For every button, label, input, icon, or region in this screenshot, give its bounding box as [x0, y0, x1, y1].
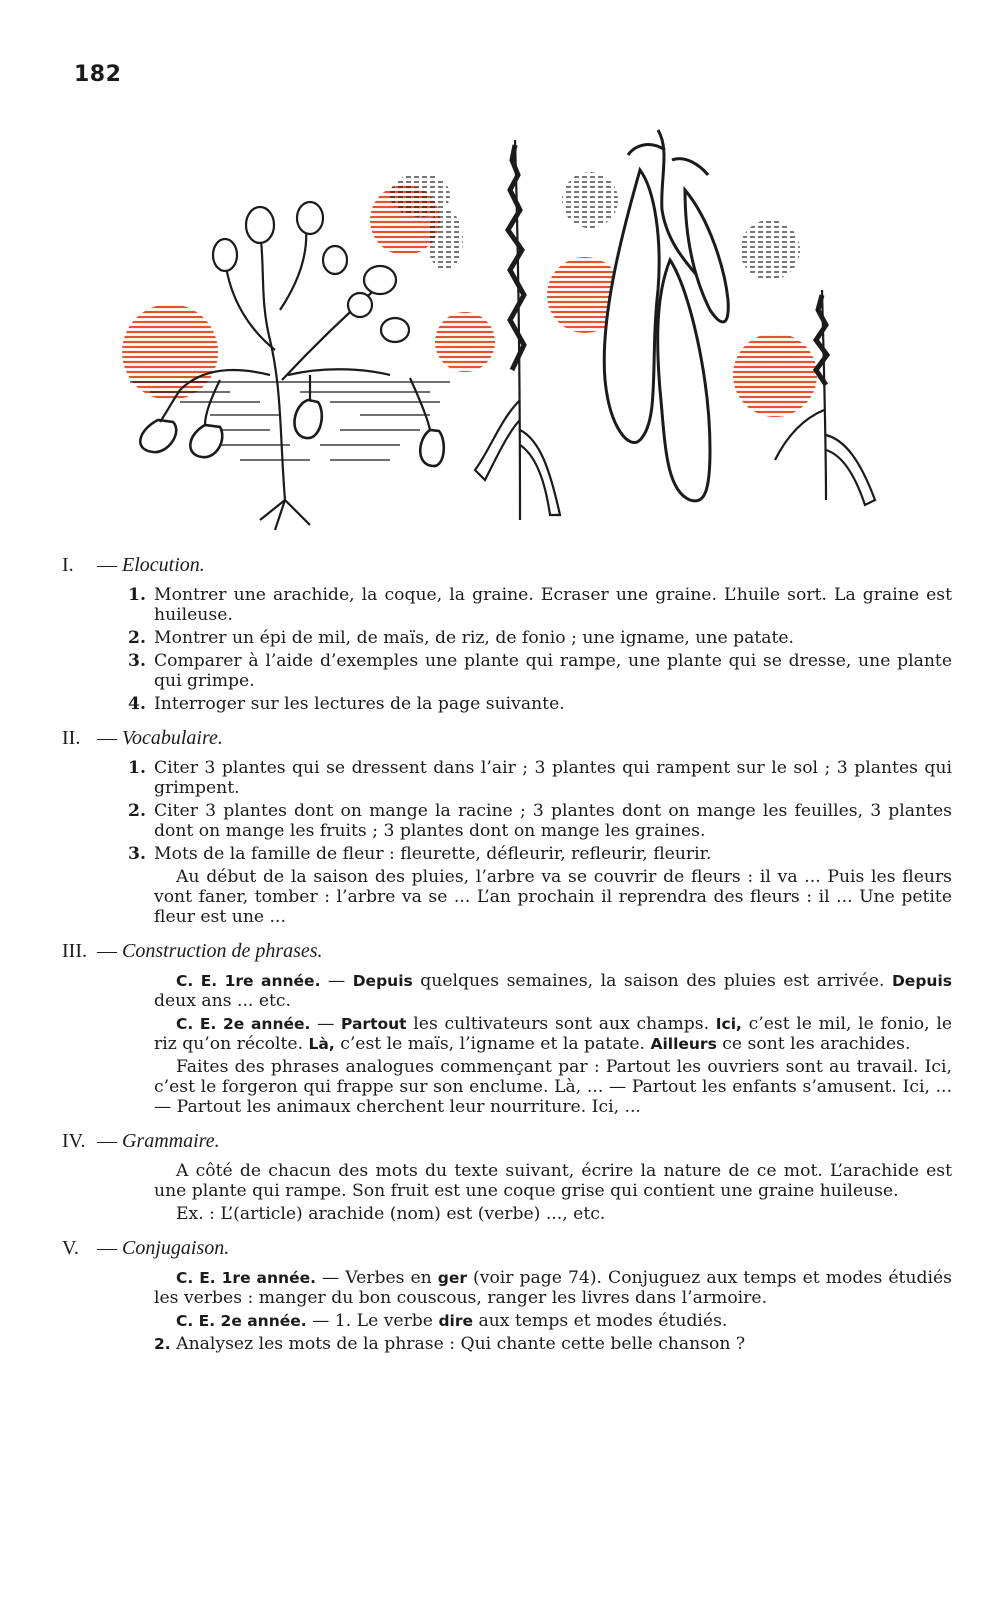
exercise-paragraph: Au début de la saison des pluies, l’arbre va se couvrir de fleurs : il va ... Puis les fleurs vont faner, tomber : l’arbre va se ... L’an prochain il reprendra des fleurs : il ... Une petite fleur est une ...: [154, 867, 952, 927]
exercise-paragraph: C. E. 1re année. — Depuis quelques semaines, la saison des pluies est arrivée. Depuis deux ans ... etc.: [154, 971, 952, 1011]
level-label: C. E. 1re année.: [176, 1269, 316, 1287]
keyword: Ailleurs: [650, 1035, 717, 1053]
list-item: 3. Mots de la famille de fleur : fleurette, défleurir, refleurir, fleurir.: [128, 844, 712, 864]
list-item: 4. Interroger sur les lectures de la page suivante.: [128, 694, 565, 714]
page-number: 182: [74, 62, 122, 87]
crops-illustration: [110, 120, 910, 540]
exercise-paragraph: C. E. 2e année. — Partout les cultivateurs sont aux champs. Ici, c’est le mil, le fonio, le riz qu’on récolte. Là, c’est le maïs, l’igname et la patate. Ailleurs ce sont les arachides.: [154, 1014, 952, 1054]
yam-tubers: [604, 130, 728, 501]
keyword: Ici,: [715, 1015, 742, 1033]
section-title: Construction de phrases.: [122, 940, 323, 962]
keyword: Depuis: [891, 972, 952, 990]
section-dash: —: [97, 1237, 117, 1259]
section-title: Elocution.: [122, 554, 205, 576]
section-title: Conjugaison.: [122, 1237, 230, 1259]
section-number: II.: [62, 727, 81, 749]
keyword: ger: [437, 1269, 468, 1287]
section-dash: —: [97, 554, 117, 576]
section-number: IV.: [62, 1130, 86, 1152]
level-label: C. E. 2e année.: [176, 1312, 307, 1330]
example-line: Ex. : L’(article) arachide (nom) est (verbe) ..., etc.: [176, 1204, 606, 1224]
keyword: dire: [438, 1312, 474, 1330]
exercise-paragraph: C. E. 2e année. — 1. Le verbe dire aux temps et modes étudiés.: [176, 1311, 728, 1331]
section-title: Grammaire.: [122, 1130, 220, 1152]
keyword: Partout: [341, 1015, 407, 1033]
list-item: 1. Montrer une arachide, la coque, la graine. Ecraser une graine. L’huile sort. La graine est huileuse.: [128, 585, 952, 625]
list-item: 1. Citer 3 plantes qui se dressent dans l’air ; 3 plantes qui rampent sur le sol ; 3 plantes qui grimpent.: [128, 758, 952, 798]
section-construction: [62, 941, 952, 1117]
section-number: I.: [62, 554, 74, 576]
list-item: 2. Citer 3 plantes dont on mange la racine ; 3 plantes dont on mange les feuilles, 3 plantes dont on mange les fruits ; 3 plantes dont on mange les graines.: [128, 801, 952, 841]
item-number: 2.: [154, 1335, 171, 1353]
section-dash: —: [97, 1130, 117, 1152]
section-title: Vocabulaire.: [122, 727, 223, 749]
keyword: Là,: [308, 1035, 335, 1053]
list-item: 3. Comparer à l’aide d’exemples une plante qui rampe, une plante qui se dresse, une plante qui grimpe.: [128, 651, 952, 691]
section-vocabulaire: [62, 728, 952, 927]
level-label: C. E. 1re année.: [176, 972, 321, 990]
section-grammaire: [62, 1131, 952, 1224]
exercise-paragraph: C. E. 1re année. — Verbes en ger (voir page 74). Conjuguez aux temps et modes étudiés les verbes : manger du bon couscous, ranger les livres dans l’armoire.: [154, 1268, 952, 1308]
exercise-paragraph: 2. Analysez les mots de la phrase : Qui chante cette belle chanson ?: [154, 1334, 746, 1354]
section-dash: —: [97, 940, 117, 962]
exercise-paragraph: Faites des phrases analogues commençant par : Partout les ouvriers sont au travail. Ici, c’est le forgeron qui frappe sur son enclume. Là, ... — Partout les enfants s’amusent. Ici, ... — Partout les animaux cherchent leur nourriture. Ici, ...: [154, 1057, 952, 1117]
exercise-paragraph: A côté de chacun des mots du texte suivant, écrire la nature de ce mot. L’arachide est une plante qui rampe. Son fruit est une coque grise qui contient une graine huileuse.: [154, 1161, 952, 1201]
section-dash: —: [97, 727, 117, 749]
list-item: 2. Montrer un épi de mil, de maïs, de riz, de fonio ; une igname, une patate.: [128, 628, 795, 648]
section-elocution: [62, 555, 952, 714]
section-conjugaison: [62, 1238, 952, 1354]
section-number: III.: [62, 940, 87, 962]
section-number: V.: [62, 1237, 79, 1259]
level-label: C. E. 2e année.: [176, 1015, 311, 1033]
keyword: Depuis: [352, 972, 413, 990]
